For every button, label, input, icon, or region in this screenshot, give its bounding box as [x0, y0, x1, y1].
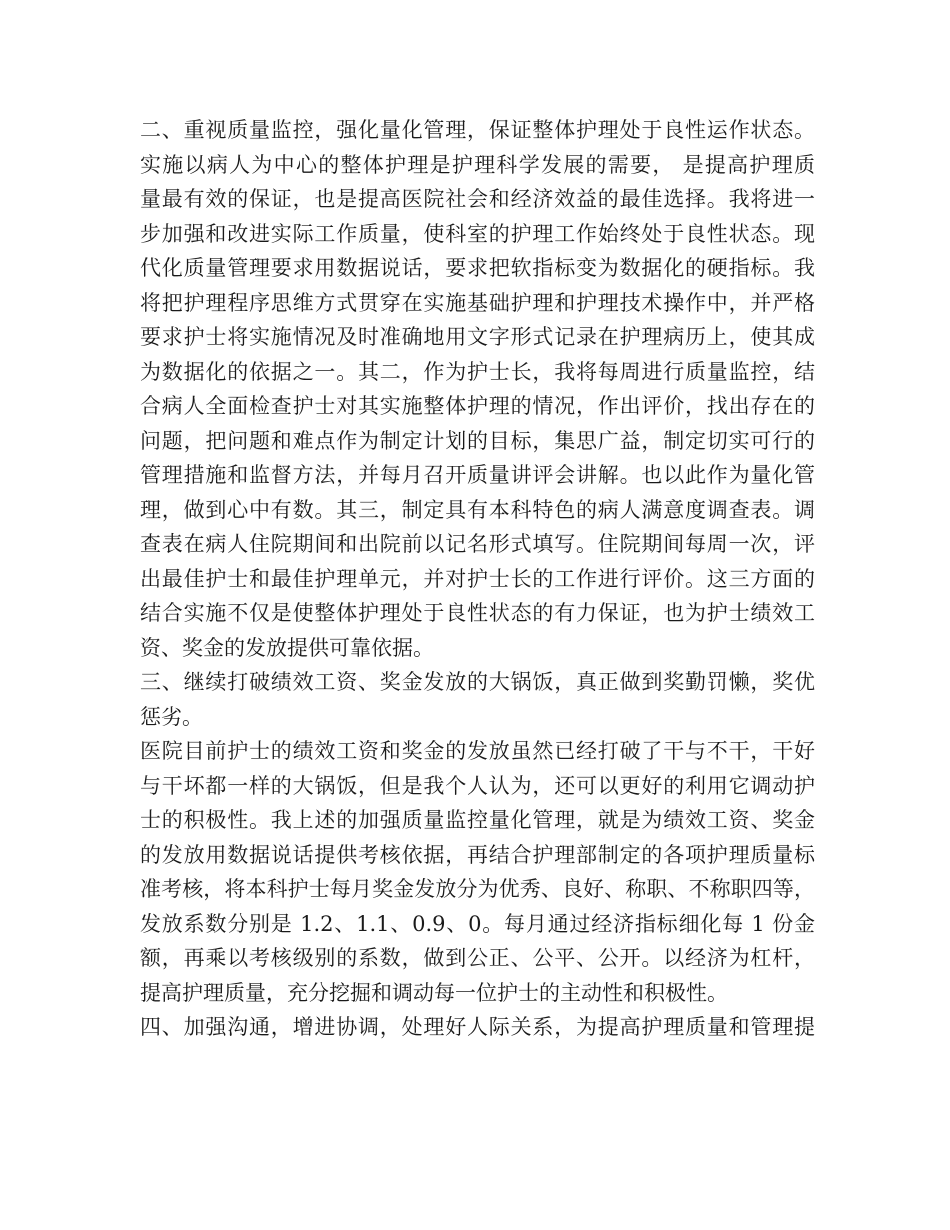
paragraph-line-last: 提高护理质量，充分挖掘和调动每一位护士的主动性和积极性。 — [140, 980, 728, 1005]
paragraph-line: 额，再乘以考核级别的系数，做到公正、公平、公开。以经济为杠杆， — [140, 946, 815, 970]
paragraph-line: 发放系数分别是 1.2、1.1、0.9、0。每月通过经济指标细化每 1 份金 — [140, 911, 815, 936]
paragraph-line: 医院目前护士的绩效工资和奖金的发放虽然已经打破了干与不干，干好 — [140, 739, 815, 763]
paragraph-line: 实施以病人为中心的整体护理是护理科学发展的需要， 是提高护理质 — [140, 152, 815, 177]
paragraph-line: 结合实施不仅是使整体护理处于良性状态的有力保证，也为护士绩效工 — [140, 601, 815, 625]
paragraph-line: 理，做到心中有数。其三，制定具有本科特色的病人满意度调查表。调 — [140, 497, 815, 522]
heading-section-three-continued: 惩劣。 — [140, 704, 203, 729]
paragraph-line: 要求护士将实施情况及时准确地用文字形式记录在护理病历上，使其成 — [140, 325, 815, 349]
paragraph-line: 准考核，将本科护士每月奖金发放分为优秀、良好、称职、不称职四等， — [140, 877, 815, 901]
paragraph-line: 量最有效的保证，也是提高医院社会和经济效益的最佳选择。我将进一 — [140, 187, 815, 211]
paragraph-line: 出最佳护士和最佳护理单元，并对护士长的工作进行评价。这三方面的 — [140, 566, 815, 591]
paragraph-line: 与干坏都一样的大锅饭，但是我个人认为，还可以更好的利用它调动护 — [140, 773, 815, 798]
paragraph-line: 将把护理程序思维方式贯穿在实施基础护理和护理技术操作中，并严格 — [140, 290, 815, 315]
paragraph-line: 查表在病人住院期间和出院前以记名形式填写。住院期间每周一次，评 — [140, 532, 815, 556]
paragraph-line: 管理措施和监督方法，并每月召开质量讲评会讲解。也以此作为量化管 — [140, 463, 815, 487]
heading-section-three: 三、继续打破绩效工资、奖金发放的大锅饭，真正做到奖勤罚懒，奖优 — [140, 670, 815, 694]
paragraph-line: 为数据化的依据之一。其二，作为护士长，我将每周进行质量监控，结 — [140, 359, 815, 384]
heading-section-four: 四、加强沟通，增进协调，处理好人际关系，为提高护理质量和管理提 — [140, 1015, 815, 1039]
paragraph-line: 合病人全面检查护士对其实施整体护理的情况，作出评价，找出存在的 — [140, 394, 815, 418]
paragraph-line: 步加强和改进实际工作质量，使科室的护理工作始终处于良性状态。现 — [140, 221, 815, 246]
document-body — [140, 113, 815, 1045]
paragraph-line: 问题，把问题和难点作为制定计划的目标，集思广益，制定切实可行的 — [140, 428, 815, 453]
heading-section-two: 二、重视质量监控，强化量化管理，保证整体护理处于良性运作状态。 — [140, 118, 815, 142]
paragraph-line: 代化质量管理要求用数据说话，要求把软指标变为数据化的硬指标。我 — [140, 256, 815, 280]
paragraph-line: 士的积极性。我上述的加强质量监控量化管理，就是为绩效工资、奖金 — [140, 808, 815, 832]
paragraph-line: 的发放用数据说话提供考核依据，再结合护理部制定的各项护理质量标 — [140, 842, 815, 867]
paragraph-line-last: 资、奖金的发放提供可靠依据。 — [140, 635, 434, 660]
